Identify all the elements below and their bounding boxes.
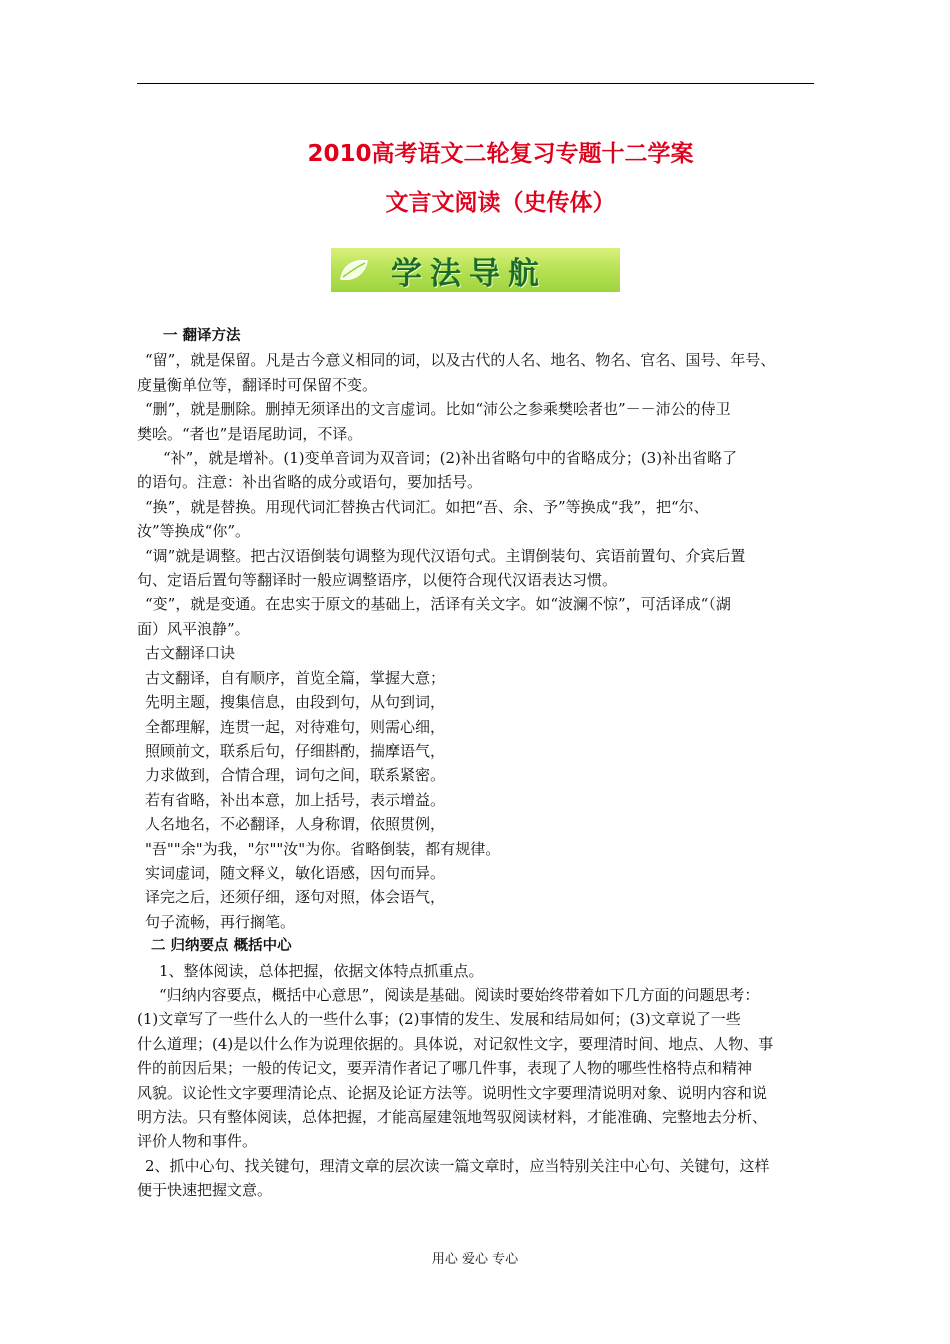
paragraph-line: “变”，就是变通。在忠实于原文的基础上，活译有关文字。如“波澜不惊”，可活译成“（湖	[145, 595, 731, 614]
paragraph-line: 便于快速把握文意。	[137, 1181, 273, 1200]
paragraph-line: “删”，就是删除。删掉无须译出的文言虚词。比如“沛公之参乘樊哙者也”－－沛公的侍卫	[145, 400, 731, 419]
paragraph-line: 樊哙。“者也”是语尾助词，不译。	[137, 424, 363, 443]
header-rule	[137, 83, 814, 84]
verse-line: 全都理解，连贯一起，对待难句，则需心细，	[145, 717, 446, 736]
paragraph-line: 评价人物和事件。	[137, 1132, 258, 1151]
document-body	[137, 324, 817, 1203]
paragraph-line: 件的前因后果；一般的传记文，要弄清作者记了哪几件事，表现了人物的哪些性格特点和精神	[137, 1059, 753, 1078]
verse-line: 人名地名，不必翻译，人身称谓，依照贯例，	[145, 815, 446, 834]
paragraph-line: “补”，就是增补。(1)变单音词为双音词；(2)补出省略句中的省略成分；(3)补出省略了	[163, 449, 738, 468]
verse-line: 先明主题，搜集信息，由段到句，从句到词，	[145, 693, 446, 712]
paragraph-line: 1、整体阅读，总体把握，依据文体特点抓重点。	[159, 961, 484, 980]
paragraph-line: 度量衡单位等，翻译时可保留不变。	[137, 375, 378, 394]
paragraph-line: 句、定语后置句等翻译时一般应调整语序，以便符合现代汉语表达习惯。	[137, 571, 618, 590]
paragraph-line: 风貌。议论性文字要理清论点、论据及论证方法等。说明性文字要理清说明对象、说明内容和说	[137, 1083, 768, 1102]
leaf-icon	[331, 248, 377, 292]
verse-line: 若有省略，补出本意，加上括号，表示增益。	[145, 790, 446, 809]
section-heading: 二 归纳要点 概括中心	[151, 938, 292, 955]
paragraph-line: “换”，就是替换。用现代词汇替换古代词汇。如把“吾、余、予”等换成“我”，把“尔、	[145, 497, 709, 516]
study-guide-banner	[331, 248, 620, 292]
verse-title: 古文翻译口诀	[145, 644, 236, 663]
verse-line: 译完之后，还须仔细，逐句对照，体会语气，	[145, 888, 446, 907]
paragraph-line: 明方法。只有整体阅读，总体把握，才能高屋建瓴地驾驭阅读材料，才能准确、完整地去分析、	[137, 1108, 768, 1126]
verse-line: "吾""余"为我，"尔""汝"为你。省略倒装，都有规律。	[145, 839, 501, 858]
verse-line: 照顾前文，联系后句，仔细斟酌，揣摩语气，	[145, 741, 446, 760]
document-title: 2010高考语文二轮复习专题十二学案	[307, 141, 694, 167]
paragraph-line: “留”，就是保留。凡是古今意义相同的词，以及古代的人名、地名、物名、官名、国号、年号、	[145, 351, 776, 370]
paragraph-line: 汝”等换成“你”。	[137, 522, 251, 541]
banner-label: 学法导航	[391, 255, 547, 292]
document-subtitle: 文言文阅读（史传体）	[385, 190, 616, 216]
paragraph-line: 的语句。注意：补出省略的成分或语句，要加括号。	[137, 473, 483, 492]
verse-line: 句子流畅，再行搁笔。	[145, 912, 296, 931]
paragraph-line: 什么道理；(4)是以什么作为说理依据的。具体说，对记叙性文字，要理清时间、地点、人物、事	[137, 1034, 774, 1053]
paragraph-line: “归纳内容要点，概括中心意思”，阅读是基础。阅读时要始终带着如下几方面的问题思考：	[159, 985, 760, 1004]
verse-line: 古文翻译，自有顺序，首览全篇，掌握大意；	[145, 668, 446, 687]
verse-line: 力求做到，合情合理，词句之间，联系紧密。	[145, 766, 446, 785]
paragraph-line: 面）风平浪静”。	[137, 619, 250, 638]
paragraph-line: 2、抓中心句、找关键句，理清文章的层次读一篇文章时，应当特别关注中心句、关键句，这样	[145, 1156, 770, 1175]
section-heading: 一 翻译方法	[163, 328, 241, 344]
paragraph-line: (1)文章写了一些什么人的一些什么事；(2)事情的发生、发展和结局如何；(3)文章说了一些	[137, 1010, 741, 1029]
verse-line: 实词虚词，随文释义，敏化语感，因句而异。	[145, 863, 446, 882]
paragraph-line: “调”就是调整。把古汉语倒装句调整为现代汉语句式。主谓倒装句、宾语前置句、介宾后置	[145, 546, 746, 565]
page-footer: 用心 爱心 专心	[431, 1252, 519, 1267]
